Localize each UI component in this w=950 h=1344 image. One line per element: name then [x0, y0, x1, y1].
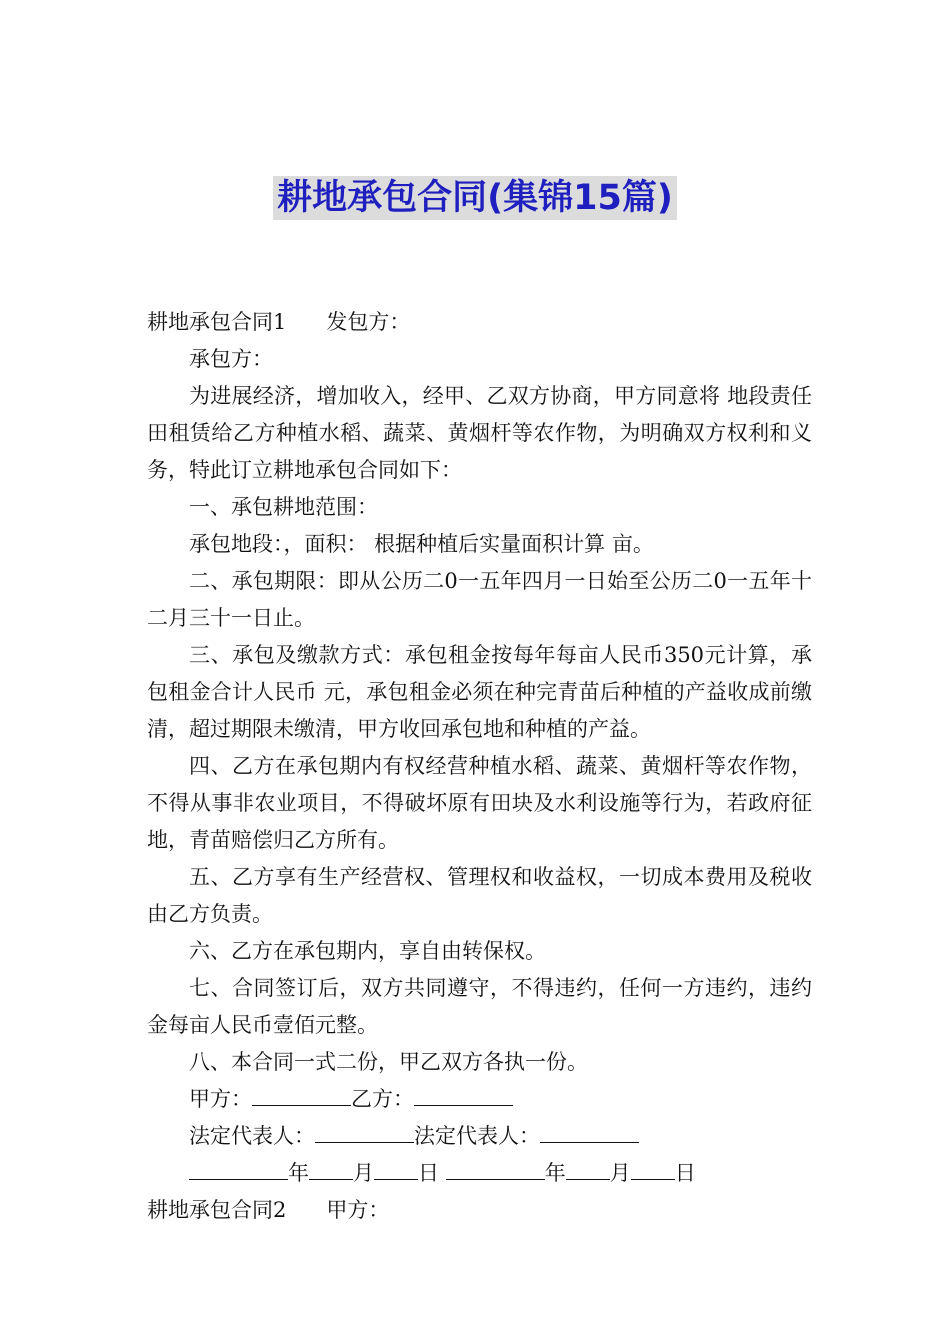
clause-6: 六、乙方在承包期内，享自由转保权。: [189, 939, 546, 963]
date-a-year-blank: [189, 1157, 288, 1180]
title-container: [0, 176, 950, 220]
date-b-year-blank: [446, 1157, 545, 1180]
sign-party-a-label: 甲方：: [189, 1087, 252, 1111]
date-a-month: 月: [353, 1161, 374, 1185]
document-title: 耕地承包合同(集锦15篇): [273, 176, 677, 220]
clause-1-detail: 承包地段：，面积： 根据种植后实量面积计算 亩。: [189, 532, 654, 556]
date-b-day-blank: [631, 1157, 675, 1180]
rep-b-label: 法定代表人：: [414, 1124, 540, 1148]
contract1-party-a: 发包方：: [326, 310, 411, 334]
document-body: [147, 304, 812, 1229]
date-a-day: 日: [418, 1161, 439, 1185]
clause-4: 四、乙方在承包期内有权经营种植水稻、蔬菜、黄烟杆等农作物，不得从事非农业项目，不得破坏原有田块及水利设施等行为，若政府征地，青苗赔偿归乙方所有。: [147, 754, 812, 852]
clause-7: 七、合同签订后，双方共同遵守，不得违约，任何一方违约，违约金每亩人民币壹佰元整。: [147, 976, 812, 1037]
clause-2: 二、承包期限：即从公历二0一五年四月一日始至公历二0一五年十二月三十一日止。: [147, 569, 812, 630]
sign-party-b-label: 乙方：: [351, 1087, 414, 1111]
sign-party-a-blank: [252, 1083, 351, 1106]
contract2-party-a: 甲方：: [326, 1198, 390, 1222]
clause-3: 三、承包及缴款方式：承包租金按每年每亩人民币350元计算，承包租金合计人民币 元，承包租金必须在种完青苗后种植的产益收成前缴清，超过期限未缴清，甲方收回承包地和种植的产益。: [147, 643, 812, 741]
contract1-party-b: 承包方：: [189, 347, 273, 371]
date-b-month: 月: [609, 1161, 631, 1185]
date-line: [147, 1155, 812, 1192]
representative-line: [147, 1118, 812, 1155]
rep-a-label: 法定代表人：: [189, 1124, 315, 1148]
contract2-heading-line: [147, 1192, 812, 1229]
date-a-day-blank: [374, 1157, 418, 1180]
rep-b-blank: [540, 1120, 639, 1143]
contract1-intro: 为进展经济，增加收入，经甲、乙双方协商，甲方同意将 地段责任田租赁给乙方种植水稻、蔬菜、黄烟杆等农作物，为明确双方权利和义务，特此订立耕地承包合同如下：: [147, 384, 812, 482]
signature-line: [147, 1081, 812, 1118]
date-a-month-blank: [309, 1157, 353, 1180]
date-a-year: 年: [288, 1161, 309, 1185]
date-b-year: 年: [544, 1161, 566, 1185]
clause-8: 八、本合同一式二份，甲乙双方各执一份。: [189, 1050, 588, 1074]
contract1-heading-line: [147, 304, 812, 341]
rep-a-blank: [315, 1120, 414, 1143]
clause-1: 一、承包耕地范围：: [189, 495, 378, 519]
sign-party-b-blank: [414, 1083, 513, 1106]
contract2-heading: 耕地承包合同2: [147, 1198, 287, 1222]
date-b-month-blank: [566, 1157, 610, 1180]
date-b-day: 日: [674, 1161, 696, 1185]
clause-5: 五、乙方享有生产经营权、管理权和收益权，一切成本费用及税收由乙方负责。: [147, 865, 812, 926]
contract1-heading: 耕地承包合同1: [147, 310, 287, 334]
